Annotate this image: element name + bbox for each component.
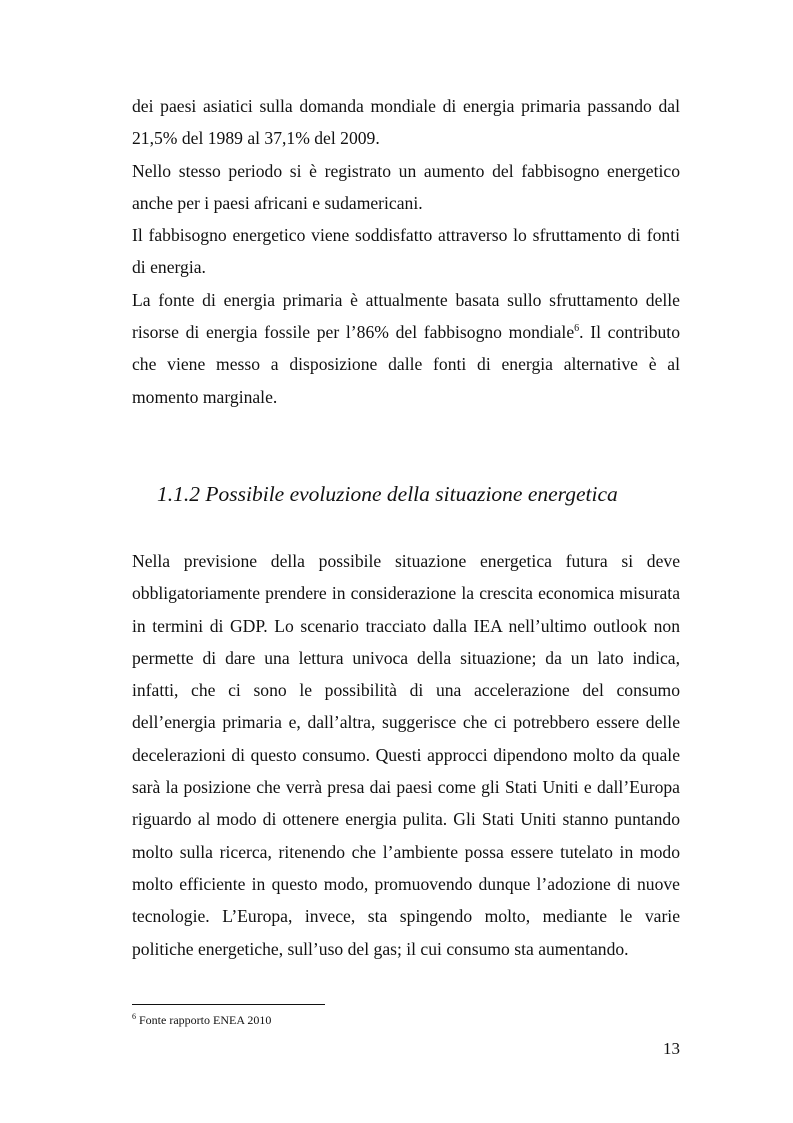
paragraph-energy-forecast: Nella previsione della possibile situazione energetica futura si deve obbligatoriamente prendere in considerazione la crescita economica misurata in termini di GDP. Lo scenario tracciato dalla IEA nell’ultimo outlook non permette di dare una lettura univoca della situazione; da un lato indica, infatti, che ci sono le possibilità di una accelerazione del consumo dell’energia primaria e, dall’altra, suggerisce che ci potrebbero essere delle decelerazioni di questo consumo. Questi approcci dipendono molto da quale sarà la posizione che verrà presa dai paesi come gli Stati Uniti e dall’Europa riguardo al modo di ottenere energia pulita. Gli Stati Uniti stanno puntando molto sulla ricerca, ritenendo che l’ambiente possa essere tutelato in modo molto efficiente in questo modo, promuovendo dunque l’adozione di nuove tecnologie. L’Europa, invece, sta spingendo molto, mediante le varie politiche energetiche, sull’uso del gas; il cui consumo sta aumentando. — [132, 551, 680, 959]
paragraph-primary-source-text: La fonte di energia primaria è attualmente basata sullo sfruttamento delle risorse di energia fossile per l’86% del fabbisogno mondiale — [132, 289, 680, 343]
paragraph-energy-needs: Il fabbisogno energetico viene soddisfatto attraverso lo sfruttamento di fonti di energia. — [132, 225, 680, 278]
footnote-text: Fonte rapporto ENEA 2010 — [136, 1013, 272, 1027]
section-heading: 1.1.2 Possibile evoluzione della situazione energetica — [157, 482, 618, 506]
footnote-number: 6 — [132, 1012, 136, 1021]
paragraph-primary-source — [132, 284, 680, 413]
page-number: 13 — [663, 1039, 680, 1058]
footnote-reference: 6 — [574, 323, 580, 335]
paragraph-same-period: Nello stesso periodo si è registrato un aumento del fabbisogno energetico anche per i paesi africani e sudamericani. — [132, 160, 680, 213]
footnote-divider — [132, 1004, 325, 1005]
intro-text-block — [132, 90, 680, 413]
footnote — [132, 1012, 271, 1028]
paragraph-primary-source-text-end: . Il contributo che viene messo a disposizione dalle fonti di energia alternative è al momento marginale. — [132, 322, 680, 407]
section-body-block — [132, 545, 680, 965]
paragraph-asian-demand: dei paesi asiatici sulla domanda mondiale di energia primaria passando dal 21,5% del 1989 al 37,1% del 2009. — [132, 96, 680, 149]
